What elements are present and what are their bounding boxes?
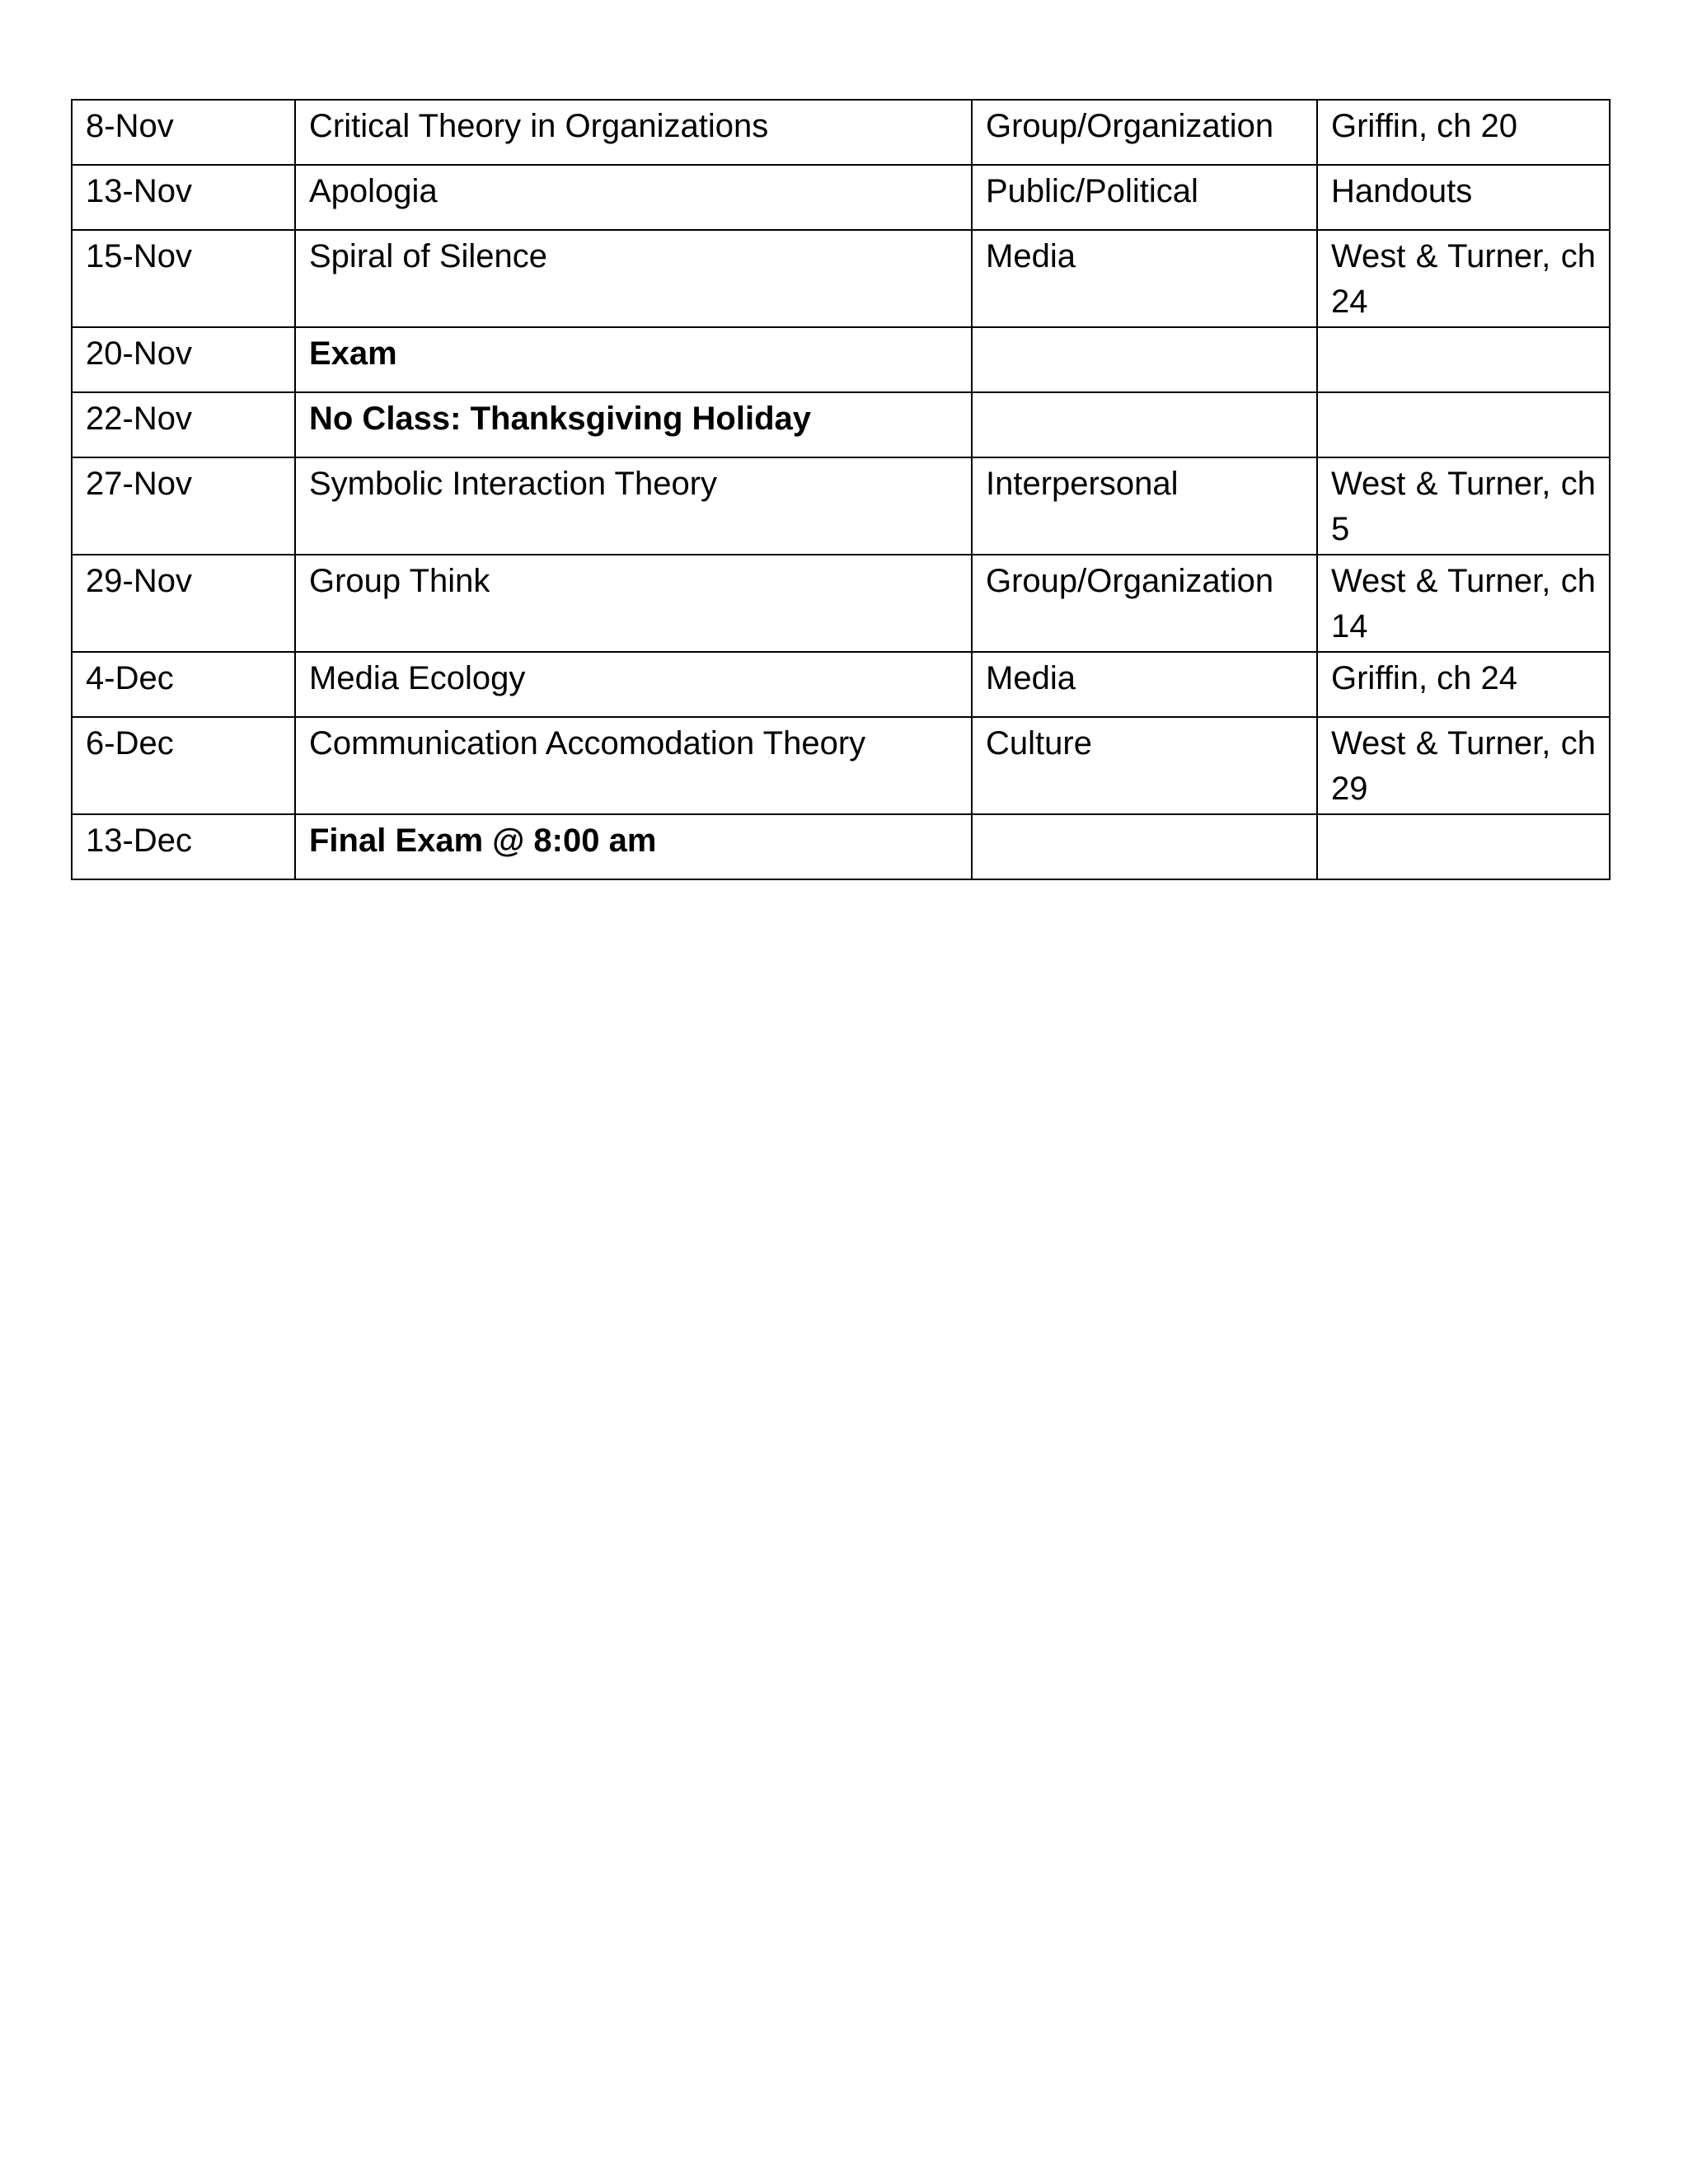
topic-cell: Final Exam @ 8:00 am (295, 814, 972, 879)
table-row (72, 814, 1610, 879)
context-cell: Media (972, 652, 1317, 717)
topic-cell: Group Think (295, 555, 972, 652)
topic-cell: Communication Accomodation Theory (295, 717, 972, 814)
topic-cell: Media Ecology (295, 652, 972, 717)
date-cell: 13-Dec (72, 814, 295, 879)
table-row (72, 652, 1610, 717)
reading-cell: West & Turner, ch 5 (1317, 457, 1610, 555)
date-cell: 6-Dec (72, 717, 295, 814)
context-cell: Interpersonal (972, 457, 1317, 555)
context-cell: Public/Political (972, 165, 1317, 230)
reading-cell: Griffin, ch 24 (1317, 652, 1610, 717)
topic-cell: Critical Theory in Organizations (295, 100, 972, 165)
date-cell: 4-Dec (72, 652, 295, 717)
table-row (72, 717, 1610, 814)
context-cell (972, 814, 1317, 879)
table-row (72, 327, 1610, 392)
table-row (72, 165, 1610, 230)
topic-cell: No Class: Thanksgiving Holiday (295, 392, 972, 457)
date-cell: 20-Nov (72, 327, 295, 392)
reading-cell: Griffin, ch 20 (1317, 100, 1610, 165)
date-cell: 15-Nov (72, 230, 295, 327)
table-row (72, 457, 1610, 555)
context-cell (972, 392, 1317, 457)
context-cell: Culture (972, 717, 1317, 814)
reading-cell (1317, 392, 1610, 457)
context-cell: Media (972, 230, 1317, 327)
reading-cell (1317, 814, 1610, 879)
table-row (72, 392, 1610, 457)
date-cell: 27-Nov (72, 457, 295, 555)
topic-cell: Symbolic Interaction Theory (295, 457, 972, 555)
topic-cell: Spiral of Silence (295, 230, 972, 327)
table-row (72, 100, 1610, 165)
date-cell: 29-Nov (72, 555, 295, 652)
topic-cell: Exam (295, 327, 972, 392)
reading-cell: West & Turner, ch 24 (1317, 230, 1610, 327)
schedule-table (71, 99, 1611, 880)
reading-cell: Handouts (1317, 165, 1610, 230)
table-row (72, 555, 1610, 652)
reading-cell: West & Turner, ch 29 (1317, 717, 1610, 814)
date-cell: 8-Nov (72, 100, 295, 165)
reading-cell: West & Turner, ch 14 (1317, 555, 1610, 652)
context-cell: Group/Organization (972, 100, 1317, 165)
date-cell: 13-Nov (72, 165, 295, 230)
context-cell (972, 327, 1317, 392)
date-cell: 22-Nov (72, 392, 295, 457)
topic-cell: Apologia (295, 165, 972, 230)
reading-cell (1317, 327, 1610, 392)
context-cell: Group/Organization (972, 555, 1317, 652)
table-row (72, 230, 1610, 327)
